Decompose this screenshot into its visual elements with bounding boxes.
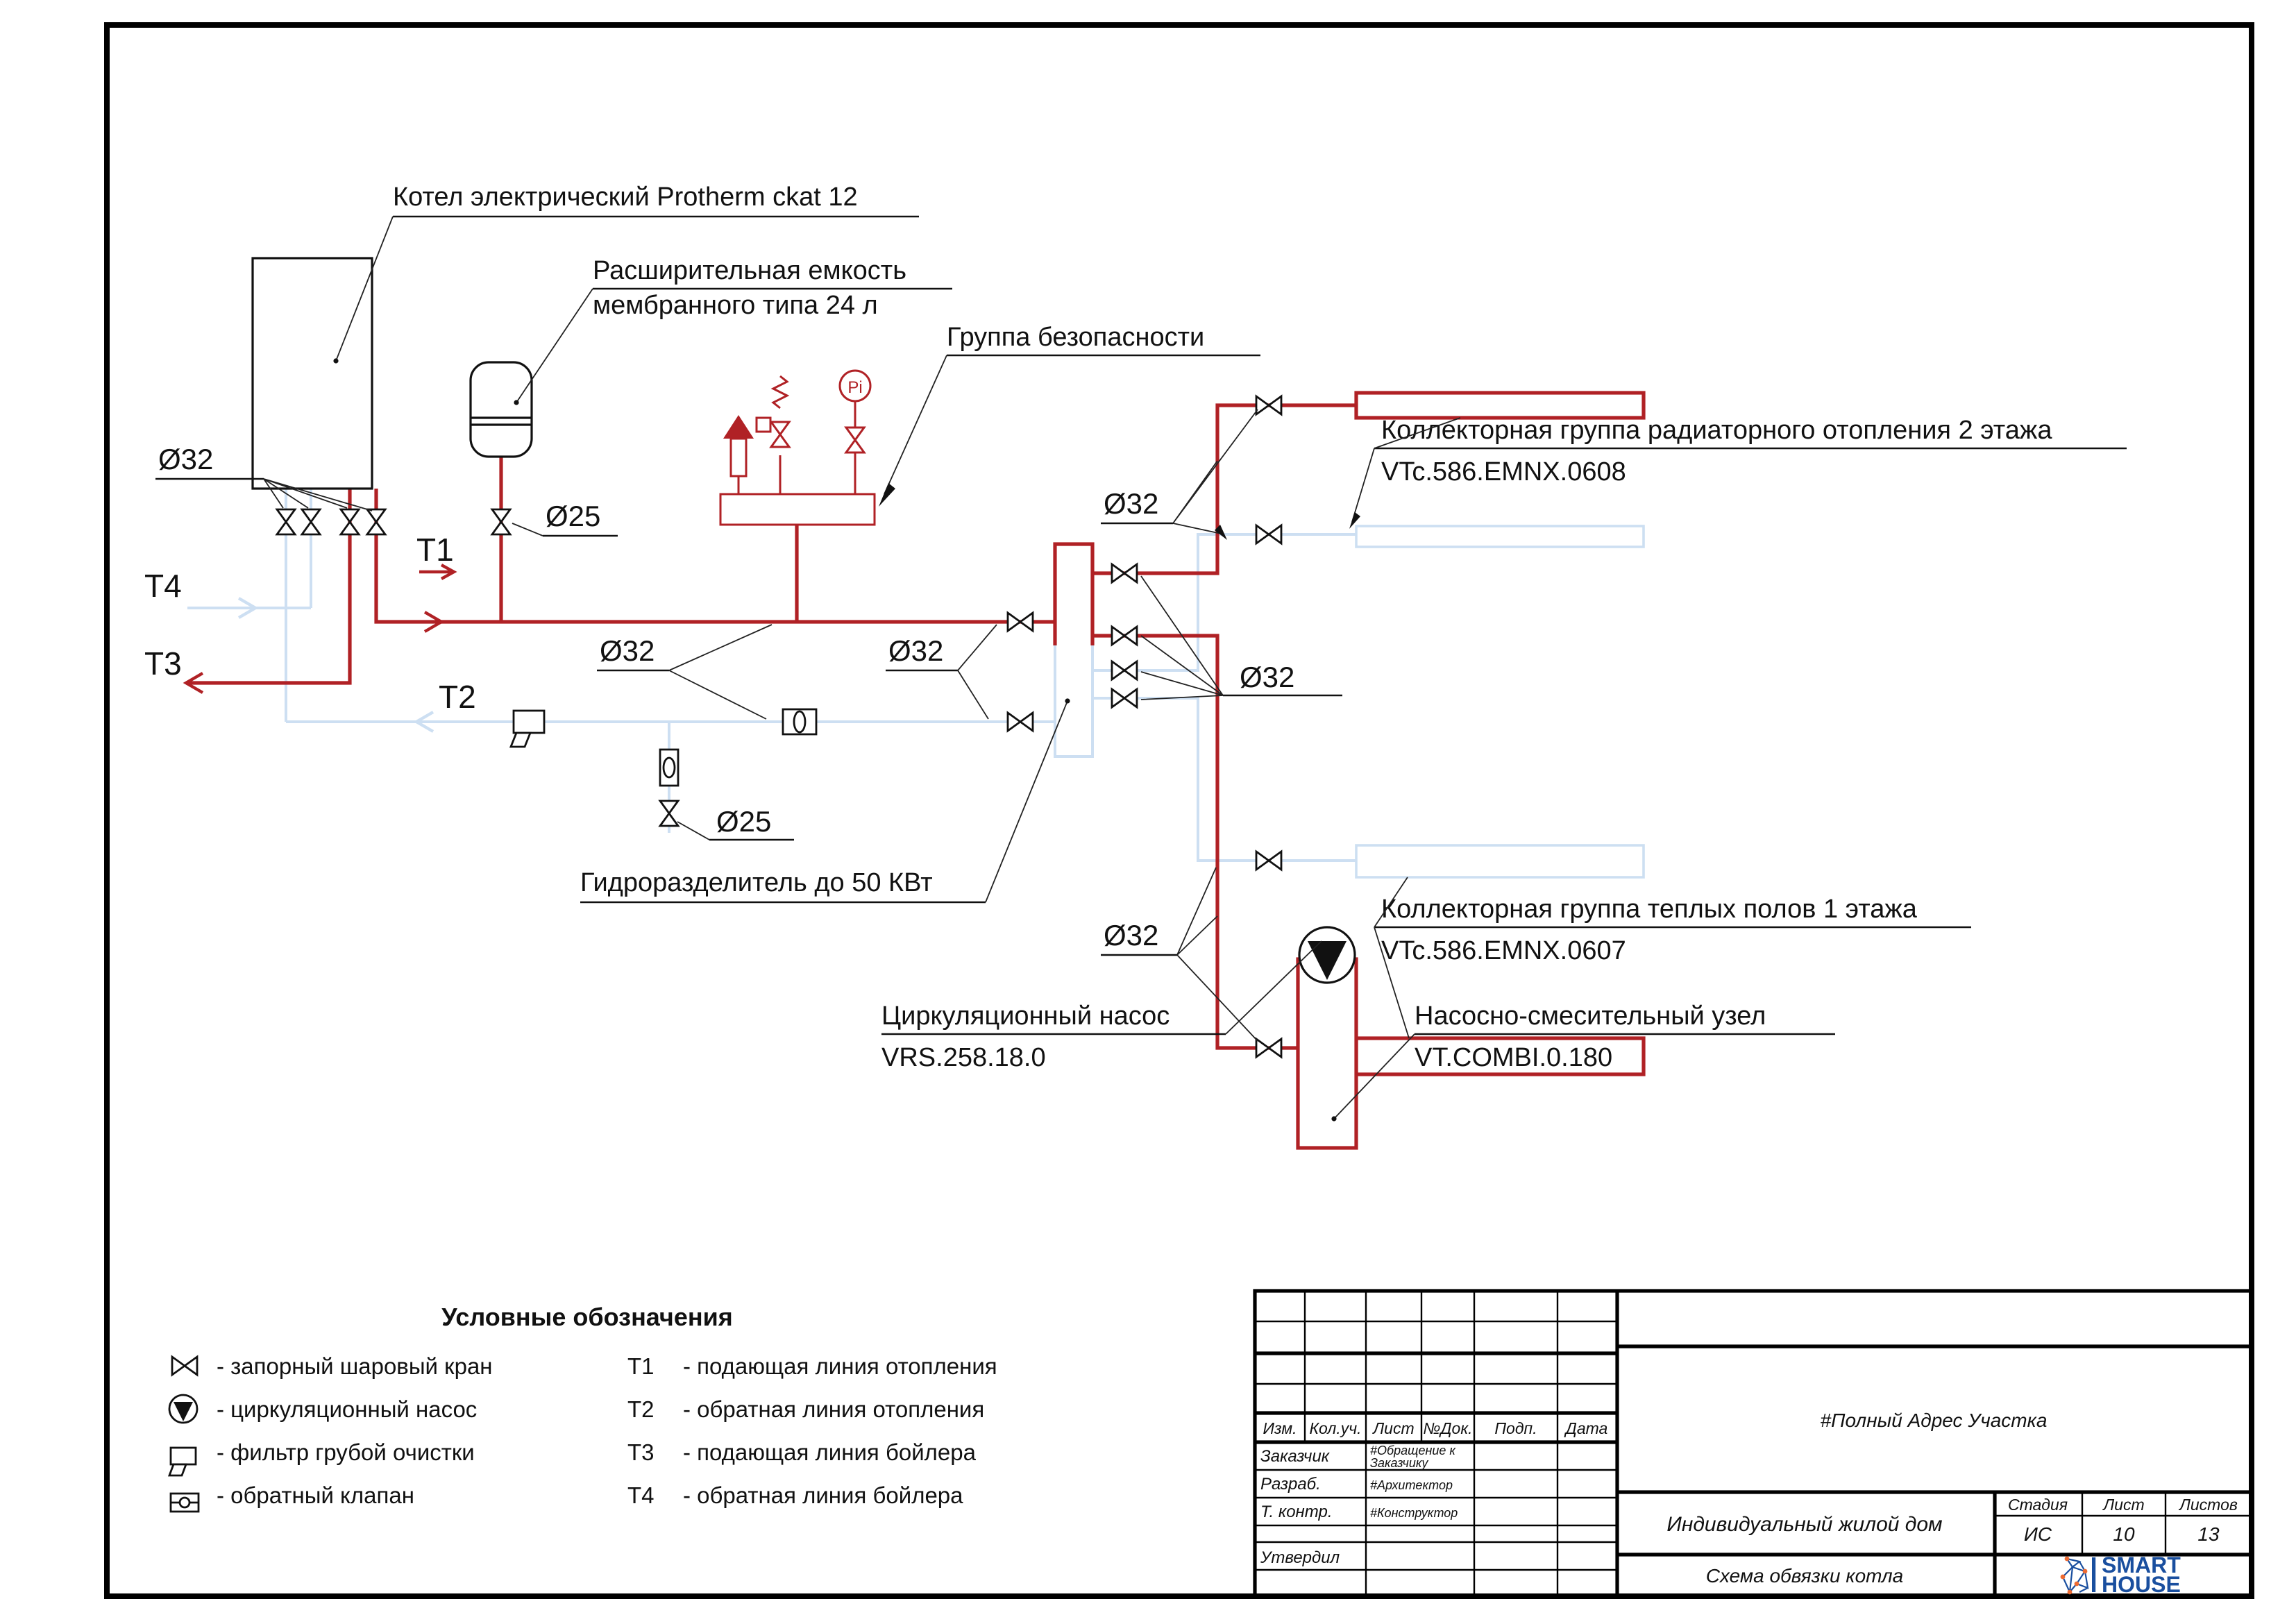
row-utverdil: Утвердил — [1260, 1548, 1340, 1567]
tank-label-1: Расширительная емкость — [593, 256, 907, 285]
check-valve-disc — [794, 711, 805, 732]
strainer-filter-icon — [514, 711, 544, 733]
logo-bar — [2092, 1557, 2095, 1592]
legend-line-tag: Т3 — [627, 1439, 655, 1465]
col-podp: Подп. — [1494, 1419, 1537, 1437]
t1-tag: Т1 — [416, 532, 454, 568]
col-list: Лист — [1373, 1419, 1415, 1437]
dn32-right: Ø32 — [1240, 661, 1295, 693]
mixing-label-1: Насосно-смесительный узел — [1415, 1001, 1766, 1031]
collector1-label-1: Коллекторная группа теплых полов 1 этажа — [1381, 895, 1917, 924]
t3-tag: Т3 — [144, 645, 182, 682]
pump-label-1: Циркуляционный насос — [881, 1001, 1170, 1031]
legend-line-label: - обратная линия бойлера — [683, 1482, 963, 1508]
row-tkontr: Т. контр. — [1260, 1503, 1333, 1521]
row-zakazchik-val1: #Обращение к — [1370, 1444, 1455, 1457]
collector2-label-2: VTc.586.EMNX.0608 — [1381, 457, 1626, 487]
row-razrab: Разраб. — [1260, 1475, 1321, 1494]
relief-valve-lever — [757, 418, 770, 432]
dn32-mid1: Ø32 — [600, 634, 655, 667]
collector-floor2-supply — [1356, 393, 1644, 418]
tank-label-2: мембранного типа 24 л — [593, 291, 878, 320]
col-izm: Изм. — [1263, 1419, 1297, 1437]
col-data: Дата — [1565, 1419, 1608, 1437]
collector-floor2-return — [1356, 526, 1644, 547]
expansion-tank — [471, 362, 532, 457]
collector-floor1-return — [1356, 845, 1644, 877]
boiler — [253, 258, 372, 489]
dn25-tank: Ø25 — [546, 500, 601, 532]
filter-icon — [171, 1448, 196, 1464]
t2-tag: Т2 — [439, 679, 476, 715]
sheet-label: Лист — [2103, 1496, 2145, 1514]
legend-item: - запорный шаровый кран — [217, 1353, 493, 1379]
tank-body — [471, 362, 532, 457]
boiler-label: Котел электрический Protherm ckat 12 — [393, 183, 858, 212]
sheet-value: 10 — [2113, 1523, 2135, 1545]
row-tkontr-val: #Конструктор — [1370, 1506, 1458, 1520]
sheets-label: Листов — [2179, 1496, 2238, 1514]
pump-mixing-unit — [1298, 927, 1356, 1148]
separator-fill — [1055, 544, 1092, 756]
legend-line-tag: Т4 — [627, 1482, 655, 1508]
legend-item: - обратный клапан — [217, 1482, 414, 1508]
stage-value: ИС — [2023, 1523, 2052, 1545]
hydraulic-separator — [1055, 544, 1092, 756]
site-address: #Полный Адрес Участка — [1820, 1410, 2048, 1431]
legend-line-label: - подающая линия отопления — [683, 1353, 997, 1379]
sheets-value: 13 — [2197, 1523, 2220, 1545]
hydro-label: Гидроразделитель до 50 КВт — [580, 868, 933, 897]
legend-line-label: - подающая линия бойлера — [683, 1439, 976, 1465]
makeup-check-valve-disc — [664, 758, 675, 777]
row-razrab-val: #Архитектор — [1370, 1478, 1453, 1492]
col-ndok: №Док. — [1423, 1419, 1473, 1437]
safety-label: Группа безопасности — [947, 323, 1205, 352]
legend-line-label: - обратная линия отопления — [683, 1396, 985, 1422]
legend-line-tag: Т1 — [627, 1353, 655, 1379]
boiler-body — [253, 258, 372, 489]
doc-title: Схема обвязки котла — [1705, 1565, 1904, 1587]
pump-label-2: VRS.258.18.0 — [881, 1043, 1046, 1072]
legend-title: Условные обозначения — [441, 1303, 733, 1331]
stage-label: Стадия — [2007, 1496, 2068, 1514]
mixing-label-2: VT.COMBI.0.180 — [1415, 1043, 1613, 1072]
legend-line-tag: Т2 — [627, 1396, 655, 1422]
col-koluch: Кол.уч. — [1309, 1419, 1362, 1437]
collector2-label-1: Коллекторная группа радиаторного отопления 2 этажа — [1381, 416, 2052, 445]
pressure-gauge-label: Pi — [847, 378, 863, 397]
air-vent-stem — [731, 439, 746, 476]
dn32-bottom: Ø32 — [1104, 919, 1159, 951]
check-valve-legend-disc — [180, 1498, 189, 1507]
dn32-mid2: Ø32 — [888, 634, 944, 667]
object-name: Индивидуальный жилой дом — [1666, 1513, 1943, 1536]
row-zakazchik: Заказчик — [1260, 1447, 1330, 1466]
logo-text-1: SMART — [2102, 1553, 2181, 1578]
row-zakazchik-val2: Заказчику — [1370, 1456, 1428, 1470]
legend-item: - фильтр грубой очистки — [217, 1439, 475, 1465]
mixing-unit-body — [1298, 959, 1356, 1148]
collector1-label-2: VTc.586.EMNX.0607 — [1381, 936, 1626, 965]
dn32-boiler: Ø32 — [158, 443, 214, 475]
legend-item: - циркуляционный насос — [217, 1396, 478, 1422]
dn32-top: Ø32 — [1104, 487, 1159, 520]
t4-tag: Т4 — [144, 568, 182, 604]
safety-manifold — [720, 494, 875, 525]
dn25-makeup: Ø25 — [716, 805, 772, 838]
logo-text-2: HOUSE — [2102, 1572, 2181, 1597]
